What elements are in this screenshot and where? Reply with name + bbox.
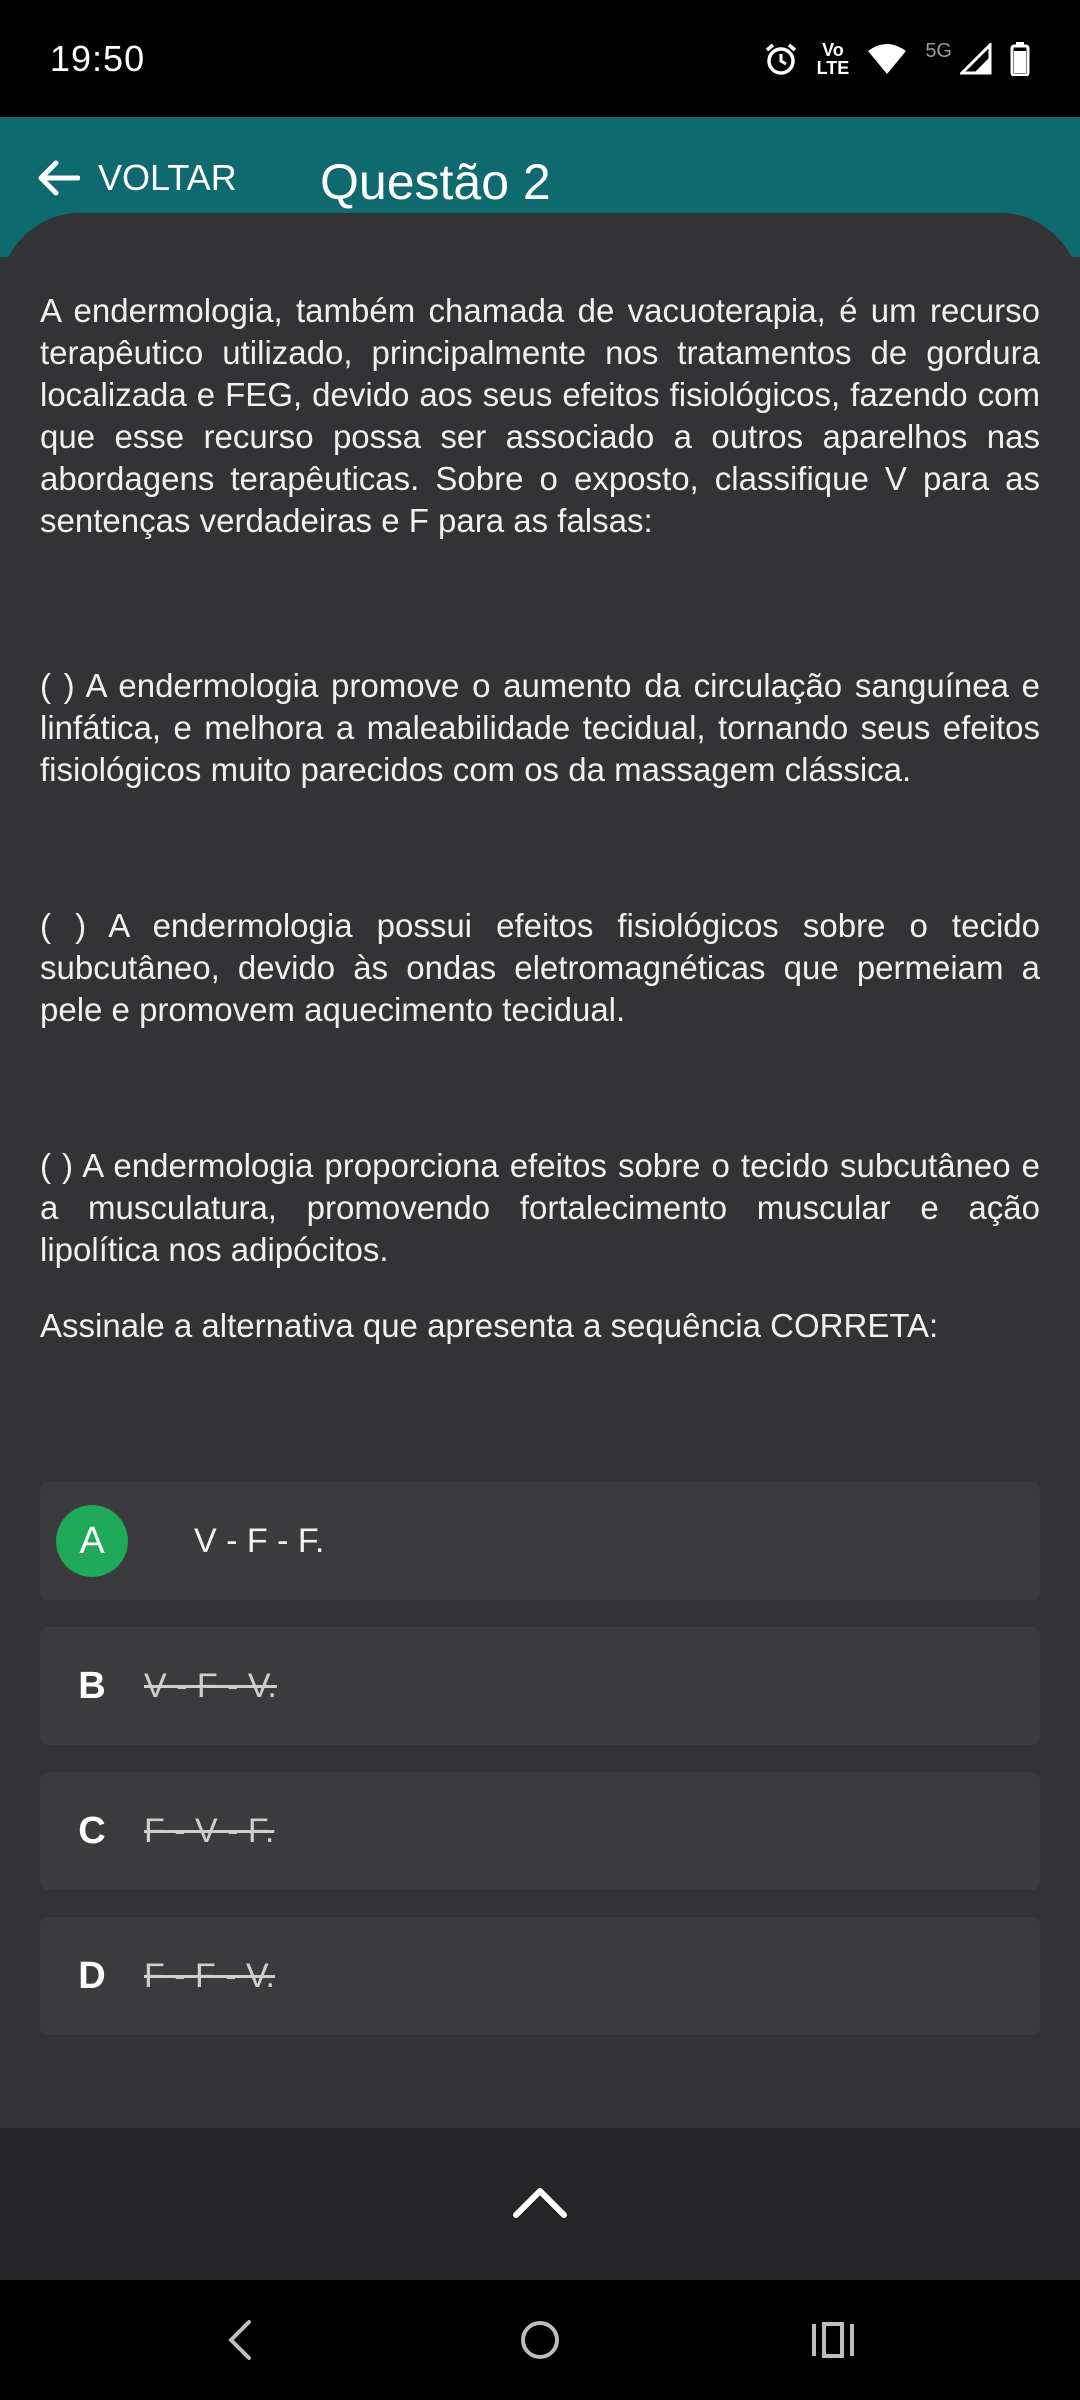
option-c-letter: C: [78, 1809, 106, 1852]
volte-icon: [817, 41, 850, 77]
bottom-bar: [0, 2128, 1080, 2280]
statement-3: ( ) A endermologia proporciona efeitos sobre o tecido subcutâneo e a musculatura, promovendo fortalecimento muscular e ação lipolítica nos adipócitos.: [40, 1147, 1040, 1268]
wifi-icon: [867, 43, 907, 75]
option-b-text: V - F - V.: [144, 1666, 277, 1705]
volte-line1: Vo: [822, 39, 844, 60]
alarm-icon: [763, 41, 799, 77]
status-icons: [763, 41, 1030, 77]
nav-home-button[interactable]: [518, 2280, 562, 2400]
option-c[interactable]: [40, 1772, 1040, 1890]
network-type: 5G: [925, 40, 952, 62]
option-a-text: V - F - F.: [194, 1521, 325, 1560]
status-bar: [0, 0, 1080, 117]
option-a[interactable]: [40, 1482, 1040, 1600]
nav-back-button[interactable]: [225, 2280, 255, 2400]
option-c-text: F - V - F.: [144, 1811, 275, 1850]
option-b-letter: B: [78, 1664, 106, 1707]
chevron-up-icon: [512, 2185, 568, 2219]
option-d-letter: D: [78, 1954, 106, 1997]
nav-recents-button[interactable]: [810, 2280, 856, 2400]
status-time: 19:50: [50, 37, 146, 79]
option-d[interactable]: [40, 1917, 1040, 2035]
back-button[interactable]: [36, 157, 237, 199]
arrow-left-icon: [36, 158, 80, 198]
signal-icon: [960, 43, 992, 75]
question-content: [40, 290, 1040, 1347]
question-prompt: Assinale a alternativa que apresenta a sequência CORRETA:: [40, 1307, 939, 1344]
statement-2: ( ) A endermologia possui efeitos fisiológicos sobre o tecido subcutâneo, devido às ondas eletromagnéticas que permeiam a pele e promovem aquecimento tecidual.: [40, 907, 1040, 1028]
battery-icon: [1010, 42, 1030, 76]
system-nav-bar: [0, 2280, 1080, 2400]
volte-line2: LTE: [816, 57, 850, 78]
nav-home-icon: [518, 2318, 562, 2362]
question-intro: A endermologia, também chamada de vacuoterapia, é um recurso terapêutico utilizado, principalmente nos tratamentos de gordura localizada e FEG, devido aos seus efeitos fisiológicos, fazendo com que esse recurso possa ser associado a outros aparelhos nas abordagens terapêuticas. Sobre o exposto, classifique V para as sentenças verdadeiras e F para as falsas:: [40, 292, 1040, 539]
option-a-letter: A: [56, 1505, 128, 1577]
statement-1: ( ) A endermologia promove o aumento da circulação sanguínea e linfática, e melhora a maleabilidade tecidual, tornando seus efeitos fisiológicos muito parecidos com os da massagem clássica.: [40, 667, 1040, 788]
option-b[interactable]: [40, 1627, 1040, 1745]
nav-back-icon: [225, 2318, 255, 2362]
option-d-text: F - F - V.: [144, 1956, 275, 1995]
expand-button[interactable]: [512, 2185, 568, 2224]
back-label: VOLTAR: [98, 157, 237, 198]
nav-recents-icon: [810, 2320, 856, 2360]
page-title: Questão 2: [320, 154, 551, 210]
